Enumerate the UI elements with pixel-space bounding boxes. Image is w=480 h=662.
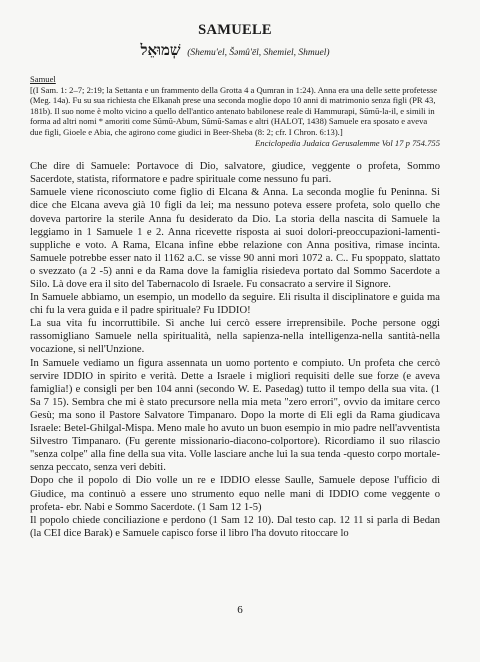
- paragraph: In Samuele vediamo un figura assennata un uomo portento e compiuto. Un profeta che cercò servire IDDIO in spirito e verità. Dette a Israele i migliori requisiti delle sue forze (e aveva famiglia!) e consigli per ben 104 anni (secondo W. E. Pasedag) tutto il tempo della sua vita. (1 Sa 7 15). Sembra che mi è stato precursore nella mia meta "zero errori", ovvio da imitare cerco Gesù; ma sono il Pastore Salvatore Timpanaro. Dopo la morte di Eli egli da Rama giudicava Israele: Betel-Ghilgal-Mispa. Meno male ho avuto un buon esempio in mio padre nell'avventista Silvestro Timpanaro. (Fu gerente missionario-diacono-colportore). Ricordiamo il suo rilascio "senza colpe" alla fine della sua vita. Volle lasciare anche lui la sua tenda -questo corpo mortale- senza peccato, senza veri debiti.: [30, 357, 440, 474]
- reference-source: Enciclopedia Judaica Gerusalemme Vol 17 p 754.755: [255, 137, 440, 148]
- reference-body: [(I Sam. 1: 2–7; 2:19; la Settanta e un frammento della Grotta 4 a Qumran in 1:24). Anna era una delle sette profetesse (Meg. 14a). Fu su sua richiesta che Elkanah prese una seconda moglie dopo 10 anni di matrimonio senza figli (PR 43, 181b). Il suo nome è molto vicino a quello dell'antico antenato babilonese reale di Hammurapi, Sūmū-la-il, e simili in forma ad altri nomi * amoriti come Sūmū-Abum, Sūmū-Samas e altri (HALOT, 1438) Samuele era sposato e aveva due figli, Gioele e Abia, che agirono come giudici in Beer-Sheba (8: 2; cfr. I Chron. 6:13).]: [30, 84, 438, 137]
- hebrew-name: שְׁמוּאֵל: [140, 43, 181, 59]
- hebrew-name-line: [30, 43, 440, 60]
- paragraph: Il popolo chiede conciliazione e perdono (1 Sam 12 10). Dal testo cap. 12 11 si parla di Bedan (la CEI dice Barak) e Samuele capisco forse il libro l'ha dovuto ritoccare lo: [30, 514, 440, 539]
- main-text: [30, 160, 440, 540]
- encyclopedia-reference: [30, 74, 440, 148]
- reference-heading: Samuel: [30, 74, 56, 84]
- paragraph: In Samuele abbiamo, un esempio, un modello da seguire. Eli risulta il disciplinatore e guida ma chi fu la vera guida e il padre spirituale? Fu IDDIO!: [30, 292, 440, 317]
- page-number: 6: [237, 604, 243, 616]
- paragraph: Dopo che il popolo di Dio volle un re e IDDIO elesse Saulle, Samuele depose l'ufficio di Giudice, ma continuò a essere uno strumento equo nelle mani di IDDIO come veggente o profeta- ebr. Nabi e Sommo Sacerdote. (1 Sam 12 1-5): [30, 475, 440, 513]
- transliterations: (Shemu'el, Šəmû'ēl, Shemiel, Shmuel): [187, 48, 330, 58]
- paragraph: Che dire di Samuele: Portavoce di Dio, salvatore, giudice, veggente o profeta, Sommo Sacerdote, statista, riformatore e padre spirituale come nessuno fu pari.: [30, 161, 440, 186]
- paragraph: La sua vita fu incorruttibile. Sì anche lui cercò essere irreprensibile. Poche persone oggi rassomigliano Samuele nella spiritualità, nella sapienza-nella intelligenza-nella santità-nella vocazione, si nell'Unzione.: [30, 318, 440, 356]
- paragraph: Samuele viene riconosciuto come figlio di Elcana & Anna. La seconda moglie fu Peninna. Si dice che Elcana aveva già 10 figli da lei; ma nessuno poteva essere profeta, solo quello che doveva partorire la sterile Anna fu desiderato da Dio. La storia della nascita di Samuele la leggiamo in 1 Samuele 1 e 2. Anna ricevette risposta ai suoi dolori-preoccupazioni-lamenti-suppliche e voto. A Rama, Elcana infine ebbe relazione con Anna positiva, rimase incinta. Samuele potrebbe esser nato il 1162 a.C. se visse 90 anni morì 1072 a. C.. Fu spoppato, slattato o svezzato (a 2 -5) anni e da Rama dove la famiglia risiedeva portato dal Sommo Sacerdote a Silo. Là dove era il sito del Tabernacolo di Israele. Fu consacrato a servire il Signore.: [30, 187, 440, 290]
- page-title: SAMUELE: [198, 22, 272, 38]
